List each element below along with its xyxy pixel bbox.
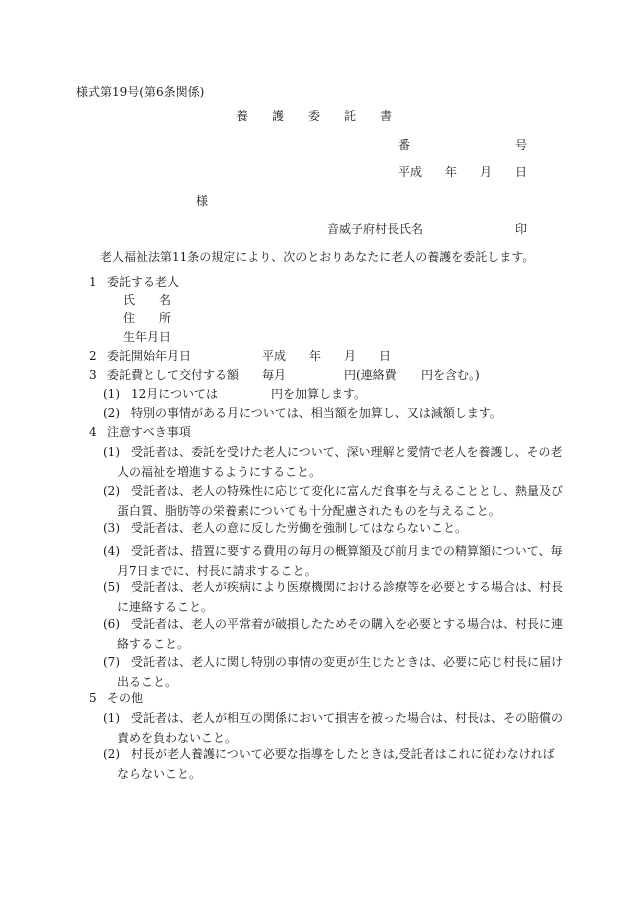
section-5-item-2 [117, 747, 555, 781]
section-3-item-1-number: (1) [103, 387, 120, 401]
section-5-title: その他 [107, 691, 144, 705]
intro-text: 老人福祉法第11条の規定により、次のとおりあなたに老人の養護を委託します。 [100, 250, 535, 264]
seal-mark: 印 [515, 222, 528, 236]
section-4-item-4 [117, 544, 563, 578]
section-4-item-5 [117, 580, 564, 614]
section-4-item-5-line-1: 受託者は、老人が疾病により医療機関における診療等を必要とする場合は、村長 [131, 580, 564, 594]
section-5-item-2-number: (2) [103, 747, 120, 761]
section-4-title: 注意すべき事項 [107, 425, 191, 439]
section-4-item-3-number: (3) [103, 521, 120, 535]
section-4-item-7-line-1: 受託者は、老人に関し特別の事情の変更が生じたときは、必要に応じ村長に届け [131, 655, 564, 669]
section-2-year: 年 [309, 349, 322, 363]
section-3-item-2-number: (2) [103, 406, 120, 420]
section-4-item-7-number: (7) [103, 655, 120, 669]
section-2-number: 2 [89, 349, 97, 363]
section-4-item-3-line-1: 受託者は、老人の意に反した労働を強制してはならないこと。 [131, 521, 468, 535]
date-era: 平成 [398, 165, 423, 179]
section-4-item-6-number: (6) [103, 617, 120, 631]
section-3-title: 委託費として交付する額 [107, 368, 240, 382]
section-4-item-5-number: (5) [103, 580, 120, 594]
section-2-day: 日 [379, 349, 392, 363]
section-5-item-1 [117, 711, 564, 745]
section-5-number: 5 [89, 691, 97, 705]
section-1-title: 委託する老人 [107, 275, 180, 289]
section-3-yen: 円(連絡費 [344, 368, 397, 382]
section-5-item-2-line-1: 村長が老人養護について必要な指導をしたときは,受託者はこれに従わなければ [131, 747, 555, 761]
section-4-item-7 [117, 655, 564, 689]
section-3-item-1-text-b: 円を加算します。 [271, 387, 367, 401]
document-title: 養 護 委 託 書 [236, 109, 393, 123]
section-4-item-4-number: (4) [103, 544, 120, 558]
date-month: 月 [480, 165, 493, 179]
section-3-monthly: 毎月 [262, 368, 287, 382]
section-4-item-2 [117, 484, 564, 518]
section-5-item-1-line-1: 受託者は、老人が相互の関係において損害を被った場合は、村長は、その賠償の [131, 711, 564, 725]
section-4-item-1-number: (1) [103, 445, 120, 459]
section-4-number: 4 [89, 425, 97, 439]
date-day: 日 [515, 165, 528, 179]
number-suffix: 号 [515, 138, 528, 152]
section-1-number: 1 [89, 275, 97, 289]
section-3-number: 3 [89, 368, 97, 382]
section-4-item-6-line-2: 絡すること。 [117, 637, 190, 651]
section-2-month: 月 [344, 349, 357, 363]
section-5-item-1-number: (1) [103, 711, 120, 725]
section-2-title: 委託開始年月日 [107, 349, 192, 363]
number-label: 番 [398, 138, 411, 152]
section-4-item-4-line-2: 月7日までに、村長に請求すること。 [117, 564, 317, 578]
section-5-item-2-line-2: ならないこと。 [117, 767, 202, 781]
section-4-item-6-line-1: 受託者は、老人の平常着が破損したためその購入を必要とする場合は、村長に連 [131, 617, 564, 631]
section-4-item-7-line-2: 出ること。 [117, 675, 178, 689]
section-4-item-2-number: (2) [103, 484, 120, 498]
section-3-yen-incl: 円を含む。) [421, 368, 480, 382]
section-5-item-1-line-2: 責めを負わないこと。 [117, 731, 238, 745]
section-3-item-2-text: 特別の事情がある月については、相当額を加算し、又は減額します。 [131, 406, 502, 420]
section-4-item-2-line-1: 受託者は、老人の特殊性に応じて変化に富んだ食事を与えることとし、熱量及び [131, 484, 564, 498]
addressee-suffix: 様 [196, 194, 209, 208]
issuer-name: 音威子府村長氏名 [327, 222, 424, 236]
section-4-item-1-line-1: 受託者は、委託を受けた老人について、深い理解と愛情で老人を養護し、その老 [131, 445, 563, 459]
section-4-item-1 [117, 445, 563, 479]
field-birthdate-label: 生年月日 [123, 330, 172, 344]
section-4-item-1-line-2: 人の福祉を増進するようにすること。 [117, 465, 322, 479]
field-name-label: 氏 名 [123, 293, 172, 307]
section-4-item-4-line-1: 受託者は、措置に要する費用の毎月の概算額及び前月までの精算額について、毎 [131, 544, 563, 558]
section-3-item-1-text-a: 12月については [131, 387, 219, 401]
field-address-label: 住 所 [123, 311, 172, 325]
section-4-item-2-line-2: 蛋白質、脂肪等の栄養素についても十分配慮されたものを与えること。 [117, 504, 501, 518]
section-2-era: 平成 [262, 349, 287, 363]
section-4-item-5-line-2: に連絡すること。 [117, 600, 214, 614]
date-year: 年 [445, 165, 458, 179]
section-4-item-6 [117, 617, 564, 651]
form-id: 様式第19号(第6条関係) [76, 85, 205, 99]
